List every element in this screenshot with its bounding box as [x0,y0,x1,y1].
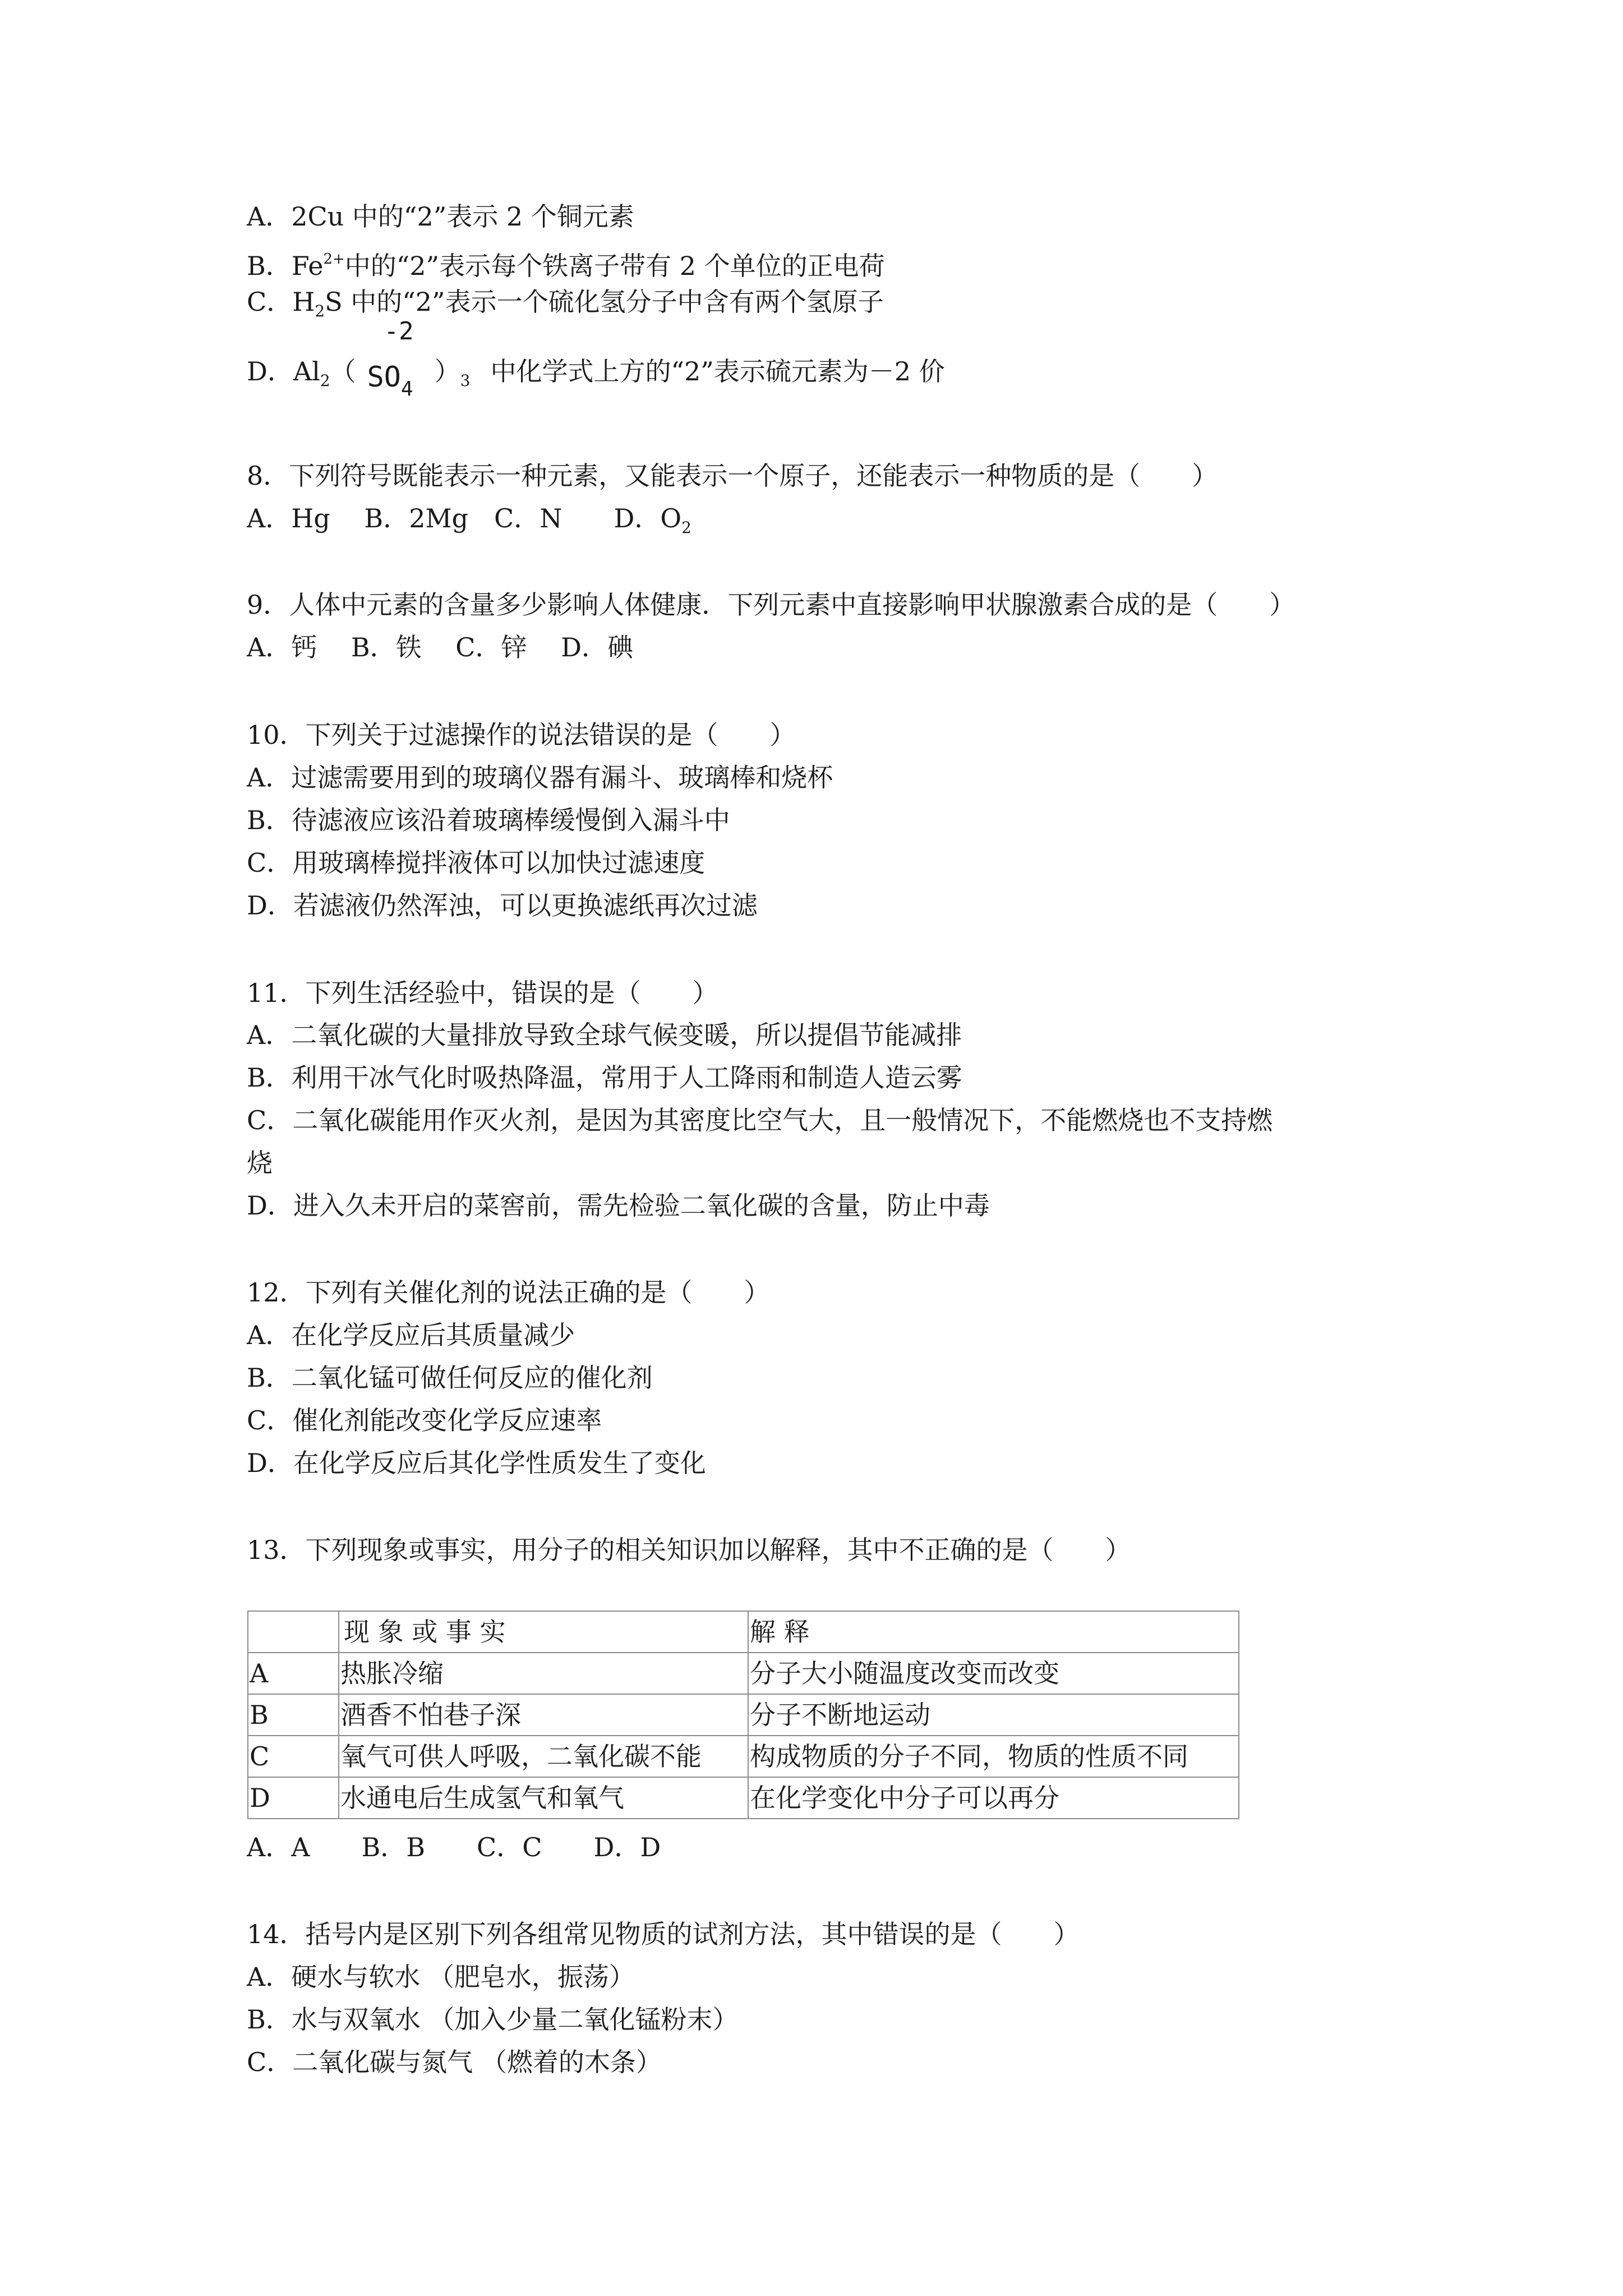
q7-option-c-prefix: C．H [247,287,315,317]
sulfate-valence-mark: -2 [384,317,414,346]
q9-stem: 9．人体中元素的含量多少影响人体健康．下列元素中直接影响甲状腺激素合成的是（ ） [247,590,1295,620]
q12-option-d: D．在化学反应后其化学性质发生了变化 [247,1448,706,1478]
table-row [248,1653,1239,1694]
q7-option-d-prefix: D．Al [247,356,320,386]
table-header-cell: 现 象 或 事 实 [339,1611,748,1653]
q7-option-b-prefix: B．Fe [247,251,324,281]
q12-option-c: C．催化剂能改变化学反应速率 [247,1405,602,1435]
q12-option-a: A．在化学反应后其质量减少 [247,1320,575,1350]
q7-option-d-subscript-al: 2 [320,371,330,390]
table-row [248,1694,1239,1736]
table-header-cell: 解 释 [748,1611,1239,1653]
table-cell: 酒香不怕巷子深 [339,1694,748,1736]
q7-option-c-subscript: 2 [315,302,325,320]
q14-option-a: A．硬水与软水 （肥皂水，振荡） [247,1962,635,1992]
q8-options-text: A．Hg B．2Mg C．N D．O [247,503,682,533]
q12-option-b: B．二氧化锰可做任何反应的催化剂 [247,1363,653,1393]
q7-option-c [247,285,884,328]
table-cell: C [248,1736,339,1777]
sulfate-formula [367,361,413,405]
q8-options-subscript: 2 [681,518,691,537]
q14-stem: 14．括号内是区别下列各组常见物质的试剂方法，其中错误的是（ ） [247,1919,1080,1949]
sulfate-valence-formula [362,317,429,401]
table-cell: 分子不断地运动 [748,1694,1239,1736]
q11-option-b: B．利用干冰气化时吸热降温，常用于人工降雨和制造人造云雾 [247,1062,962,1093]
q10-option-a: A．过滤需要用到的玻璃仪器有漏斗、玻璃棒和烧杯 [247,762,833,793]
sulfate-subscript: 4 [400,378,413,401]
q11-option-c: C．二氧化碳能用作灭火剂，是因为其密度比空气大，且一般情况下，不能燃烧也不支持燃 [247,1105,1273,1135]
q11-stem: 11．下列生活经验中，错误的是（ ） [247,978,718,1008]
table-cell: 水通电后生成氢气和氧气 [339,1777,748,1819]
q14-option-c: C．二氧化碳与氮气 （燃着的木条） [247,2047,662,2077]
q13-options: A．A B．B C．C D．D [247,1832,661,1862]
table-cell: 热胀冷缩 [339,1653,748,1694]
table-cell: 氧气可供人呼吸，二氧化碳不能 [339,1736,748,1777]
table-header-row [248,1611,1239,1653]
table-cell: B [248,1694,339,1736]
table-header-cell [248,1611,339,1653]
q7-option-c-text: S 中的“2”表示一个硫化氢分子中含有两个氢原子 [325,287,884,317]
sulfate-so-text: SO [367,361,401,393]
table-row [248,1777,1239,1819]
q10-option-d: D．若滤液仍然浑浊，可以更换滤纸再次过滤 [247,890,758,921]
q8-options [247,501,691,545]
q12-stem: 12．下列有关催化剂的说法正确的是（ ） [247,1277,770,1308]
q7-option-d-text: 中化学式上方的“2”表示硫元素为－2 价 [490,356,945,386]
q8-stem: 8．下列符号既能表示一种元素，又能表示一个原子，还能表示一种物质的是（ ） [247,461,1218,491]
q11-option-a: A．二氧化碳的大量排放导致全球气候变暖，所以提倡节能减排 [247,1020,962,1050]
q7-option-d-close-paren: ） [434,356,460,386]
q7-option-b [247,242,885,283]
q7-option-d-open-paren: （ [330,356,356,386]
table-cell: 在化学变化中分子可以再分 [748,1777,1239,1819]
q7-option-b-superscript: 2+ [323,251,345,268]
table-row [248,1736,1239,1777]
table-cell: 分子大小随温度改变而改变 [748,1653,1239,1694]
table-cell: D [248,1777,339,1819]
q10-option-b: B．待滤液应该沿着玻璃棒缓慢倒入漏斗中 [247,805,730,835]
table-cell: 构成物质的分子不同，物质的性质不同 [748,1736,1239,1777]
q9-options: A．钙 B．铁 C．锌 D．碘 [247,632,633,662]
q7-option-a: A．2Cu 中的“2”表示 2 个铜元素 [247,201,634,232]
q10-option-c: C．用玻璃棒搅拌液体可以加快过滤速度 [247,848,706,878]
q7-option-b-text: 中的“2”表示每个铁离子带有 2 个单位的正电荷 [344,251,885,281]
q11-option-d: D．进入久未开启的菜窖前，需先检验二氧化碳的含量，防止中毒 [247,1190,990,1221]
q11-option-c-continued: 烧 [247,1148,273,1178]
q14-option-b: B．水与双氧水 （加入少量二氧化锰粉末） [247,2004,739,2035]
q13-table [247,1611,1239,1819]
q7-option-d-subscript-3: 3 [460,371,471,390]
table-cell: A [248,1653,339,1694]
q10-stem: 10．下列关于过滤操作的说法错误的是（ ） [247,720,796,750]
q7-option-d [247,317,945,401]
q13-stem: 13．下列现象或事实，用分子的相关知识加以解释，其中不正确的是（ ） [247,1535,1131,1565]
